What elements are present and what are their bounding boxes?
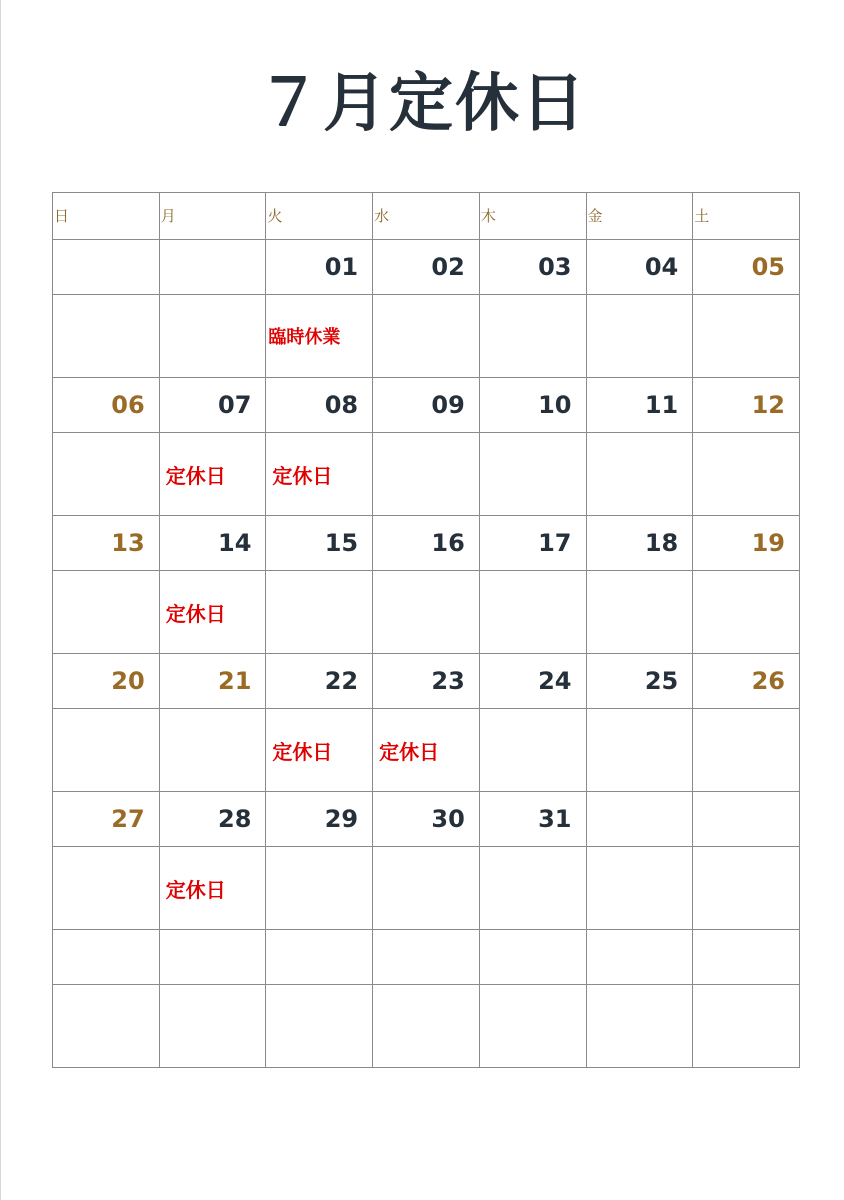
note-cell — [479, 433, 586, 516]
weekday-header-cell — [53, 193, 160, 240]
weekday-header-cell — [373, 193, 480, 240]
note-cell — [693, 985, 800, 1068]
date-cell — [586, 378, 693, 433]
date-cell — [53, 654, 160, 709]
day-number: 14 — [218, 529, 252, 557]
date-cell — [159, 792, 266, 847]
day-number: 04 — [644, 253, 679, 281]
weekday-header-cell — [586, 193, 693, 240]
date-cell — [586, 516, 693, 571]
date-cell — [693, 516, 800, 571]
date-cell — [693, 930, 800, 985]
date-cell — [373, 654, 480, 709]
weekday-label: 木 — [480, 207, 496, 225]
date-cell — [586, 654, 693, 709]
weekday-label: 月 — [160, 207, 176, 225]
closed-day-label: 定休日 — [165, 877, 226, 902]
weekday-label: 日 — [54, 207, 70, 225]
week-note-row — [53, 295, 800, 378]
note-cell — [693, 709, 800, 792]
note-cell — [586, 433, 693, 516]
date-cell — [266, 792, 373, 847]
weekday-header-cell — [693, 193, 800, 240]
date-cell — [479, 516, 586, 571]
day-number: 15 — [324, 529, 359, 557]
day-number: 26 — [751, 667, 785, 695]
date-cell — [266, 378, 373, 433]
day-number: 29 — [324, 805, 359, 833]
week-date-row — [53, 378, 800, 433]
note-cell — [373, 433, 480, 516]
date-cell — [479, 654, 586, 709]
note-cell — [266, 709, 373, 792]
note-cell — [373, 847, 480, 930]
date-cell — [693, 240, 800, 295]
closed-day-label: 臨時休業 — [268, 327, 341, 348]
note-cell — [586, 985, 693, 1068]
week-date-row — [53, 516, 800, 571]
date-cell — [159, 378, 266, 433]
note-cell — [586, 709, 693, 792]
note-cell — [53, 985, 160, 1068]
note-cell — [53, 295, 160, 378]
weekday-label: 水 — [374, 207, 390, 225]
day-number: 24 — [538, 667, 572, 695]
date-cell — [159, 516, 266, 571]
day-number: 11 — [644, 391, 679, 419]
weekday-label: 土 — [694, 207, 710, 225]
date-cell — [479, 378, 586, 433]
note-cell — [373, 709, 480, 792]
note-cell — [159, 985, 266, 1068]
date-cell — [373, 792, 480, 847]
note-cell — [159, 709, 266, 792]
week-date-row — [53, 792, 800, 847]
note-cell — [693, 433, 800, 516]
note-cell — [373, 295, 480, 378]
day-number: 30 — [431, 805, 465, 833]
weekday-header-cell — [266, 193, 373, 240]
day-number: 02 — [431, 253, 465, 281]
day-number: 12 — [751, 391, 785, 419]
note-cell — [373, 985, 480, 1068]
note-cell — [693, 295, 800, 378]
day-number: 22 — [324, 667, 359, 695]
note-cell — [53, 709, 160, 792]
date-cell — [373, 378, 480, 433]
day-number: 27 — [111, 805, 145, 833]
day-number: 20 — [111, 667, 145, 695]
note-cell — [266, 295, 373, 378]
week-note-row — [53, 985, 800, 1068]
note-cell — [266, 847, 373, 930]
week-note-row — [53, 847, 800, 930]
note-cell — [159, 433, 266, 516]
closed-day-label: 定休日 — [272, 739, 333, 764]
weekday-header-row — [53, 193, 800, 240]
day-number: 10 — [538, 391, 572, 419]
day-number: 16 — [431, 529, 465, 557]
page-edge — [0, 0, 1, 1200]
note-cell — [53, 571, 160, 654]
day-number: 03 — [538, 253, 572, 281]
day-number: 23 — [431, 667, 465, 695]
day-number: 28 — [218, 805, 252, 833]
note-cell — [373, 571, 480, 654]
weekday-header-cell — [159, 193, 266, 240]
date-cell — [53, 930, 160, 985]
note-cell — [586, 571, 693, 654]
page-title: ７月定休日 — [257, 67, 587, 141]
date-cell — [479, 792, 586, 847]
day-number: 01 — [324, 253, 359, 281]
date-cell — [53, 516, 160, 571]
note-cell — [53, 847, 160, 930]
day-number: 09 — [431, 391, 465, 419]
weekday-label: 火 — [267, 207, 283, 225]
calendar-grid — [52, 192, 800, 1068]
note-cell — [586, 295, 693, 378]
week-date-row — [53, 654, 800, 709]
date-cell — [159, 240, 266, 295]
day-number: 06 — [111, 391, 145, 419]
day-number: 25 — [644, 667, 679, 695]
week-note-row — [53, 433, 800, 516]
date-cell — [266, 930, 373, 985]
date-cell — [53, 792, 160, 847]
day-number: 08 — [324, 391, 359, 419]
closed-day-label: 定休日 — [165, 601, 226, 626]
closed-day-label: 定休日 — [165, 463, 226, 488]
week-note-row — [53, 571, 800, 654]
closed-day-label: 定休日 — [272, 463, 333, 488]
note-cell — [479, 295, 586, 378]
note-cell — [266, 433, 373, 516]
note-cell — [479, 709, 586, 792]
date-cell — [266, 516, 373, 571]
note-cell — [479, 847, 586, 930]
note-cell — [266, 571, 373, 654]
date-cell — [693, 378, 800, 433]
date-cell — [159, 930, 266, 985]
date-cell — [159, 654, 266, 709]
day-number: 31 — [538, 805, 572, 833]
note-cell — [479, 571, 586, 654]
week-date-row — [53, 240, 800, 295]
date-cell — [586, 930, 693, 985]
day-number: 13 — [111, 529, 145, 557]
date-cell — [479, 930, 586, 985]
weekday-header-cell — [479, 193, 586, 240]
date-cell — [53, 378, 160, 433]
date-cell — [373, 516, 480, 571]
date-cell — [586, 792, 693, 847]
day-number: 21 — [218, 667, 252, 695]
date-cell — [693, 792, 800, 847]
note-cell — [693, 571, 800, 654]
closed-day-label: 定休日 — [379, 739, 440, 764]
date-cell — [373, 930, 480, 985]
weekday-label: 金 — [587, 207, 603, 225]
note-cell — [53, 433, 160, 516]
date-cell — [586, 240, 693, 295]
date-cell — [266, 654, 373, 709]
date-cell — [693, 654, 800, 709]
note-cell — [159, 571, 266, 654]
date-cell — [479, 240, 586, 295]
date-cell — [373, 240, 480, 295]
date-cell — [53, 240, 160, 295]
day-number: 07 — [218, 391, 252, 419]
day-number: 18 — [644, 529, 679, 557]
note-cell — [159, 847, 266, 930]
note-cell — [266, 985, 373, 1068]
note-cell — [479, 985, 586, 1068]
day-number: 17 — [538, 529, 572, 557]
note-cell — [159, 295, 266, 378]
note-cell — [693, 847, 800, 930]
week-date-row — [53, 930, 800, 985]
note-cell — [586, 847, 693, 930]
day-number: 19 — [751, 529, 785, 557]
day-number: 05 — [751, 253, 785, 281]
date-cell — [266, 240, 373, 295]
week-note-row — [53, 709, 800, 792]
